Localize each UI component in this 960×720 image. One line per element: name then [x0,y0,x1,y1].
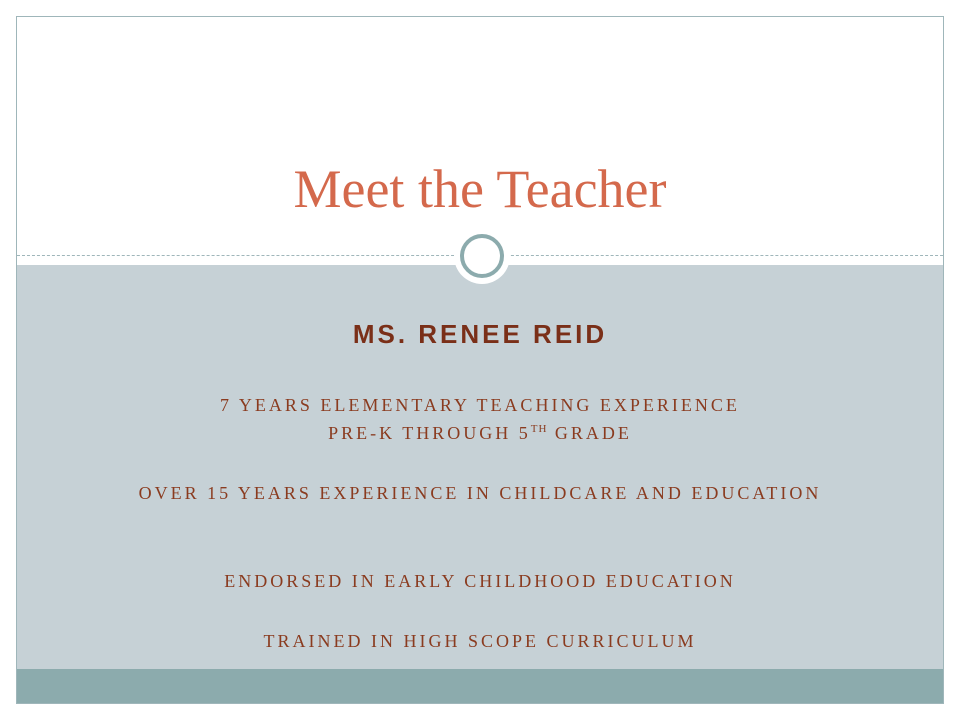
circle-emblem-icon [454,228,510,284]
ring-icon [460,234,504,278]
item-text: PRE-K THROUGH 5 [328,423,531,443]
item-superscript: TH [530,423,548,435]
item-text: GRADE [547,423,632,443]
footer-bar [17,669,943,703]
item-line [77,417,883,445]
list-item [77,393,883,445]
list-item: TRAINED IN HIGH SCOPE CURRICULUM [263,631,697,651]
slide [16,16,944,704]
list-item: OVER 15 YEARS EXPERIENCE IN CHILDCARE AND EDUCATION [138,483,822,503]
list-item: ENDORSED IN EARLY CHILDHOOD EDUCATION [224,571,736,591]
teacher-name: MS. RENEE REID [352,319,608,349]
slide-title: Meet the Teacher [293,159,667,219]
item-line: 7 YEARS ELEMENTARY TEACHING EXPERIENCE [220,395,740,415]
content-area [17,265,943,671]
